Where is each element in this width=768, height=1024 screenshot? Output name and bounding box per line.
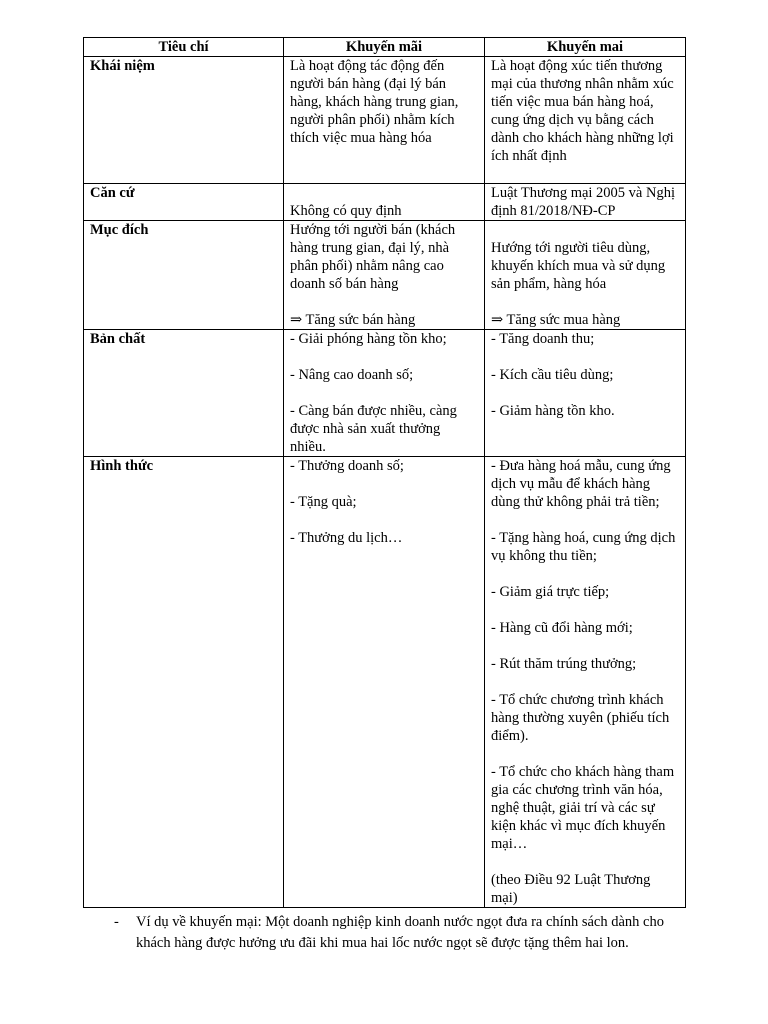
cell-text: Hướng tới người bán (khách hàng trung gian, đại lý, nhà phân phối) nhằm nâng cao doanh số bán hàng [290, 222, 456, 292]
header-khuyen-mai-trade-promotion: Khuyến mai [485, 38, 686, 57]
table-row [84, 184, 686, 221]
cell-text: - Thưởng du lịch… [290, 530, 403, 546]
khuyen-mai-cell [485, 57, 686, 184]
criterion-cell: Khái niệm [84, 57, 284, 184]
cell-text: ⇒ Tăng sức bán hàng [290, 312, 416, 328]
table-row [84, 330, 686, 457]
cell-text: - Giảm giá trực tiếp; [491, 584, 610, 600]
cell-text: Luật Thương mại 2005 và Nghị định 81/2018/NĐ-CP [491, 185, 675, 219]
cell-text: Là hoạt động xúc tiến thương mại của thương nhân nhằm xúc tiến việc mua bán hàng hoá, cung ứng dịch vụ bằng cách dành cho khách hàng những lợi ích nhất định [491, 58, 674, 164]
bullet-text: Ví dụ về khuyến mại: Một doanh nghiệp kinh doanh nước ngọt đưa ra chính sách dành cho khách hàng được hưởng ưu đãi khi mua hai lốc nước ngọt sẽ được tặng thêm hai lon. [136, 914, 664, 951]
comparison-table [83, 37, 686, 908]
cell-text: - Nâng cao doanh số; [290, 367, 414, 383]
table-row [84, 57, 686, 184]
bullet-dash: - [114, 914, 119, 930]
header-khuyen-mai-promotion: Khuyến mãi [284, 38, 485, 57]
cell-text: - Tặng quà; [290, 494, 357, 510]
khuyen-mai-cell [485, 457, 686, 908]
cell-text: - Tăng doanh thu; [491, 331, 595, 347]
table-row [84, 457, 686, 908]
khuyen-mai-cell [284, 184, 485, 221]
cell-text: Là hoạt động tác động đến người bán hàng (đại lý bán hàng, khách hàng trung gian, người phân phối) nhằm kích thích việc mua hàng hóa [290, 58, 459, 146]
cell-text: - Kích cầu tiêu dùng; [491, 367, 614, 383]
khuyen-mai-cell [284, 457, 485, 908]
criterion-cell: Mục đích [84, 221, 284, 330]
cell-text: - Thưởng doanh số; [290, 458, 404, 474]
cell-text: - Tổ chức cho khách hàng tham gia các chương trình văn hóa, nghệ thuật, giải trí và các sự kiện khác vì mục đích khuyến mại… [491, 764, 675, 852]
khuyen-mai-cell [485, 184, 686, 221]
criterion-cell: Bản chất [84, 330, 284, 457]
cell-text: - Đưa hàng hoá mẫu, cung ứng dịch vụ mẫu để khách hàng dùng thử không phải trả tiền; [491, 458, 671, 510]
cell-text: - Giảm hàng tồn kho. [491, 403, 615, 419]
header-criterion: Tiêu chí [84, 38, 284, 57]
cell-text: (theo Điều 92 Luật Thương mại) [491, 872, 651, 906]
cell-text: Không có quy định [290, 203, 402, 219]
khuyen-mai-cell [485, 330, 686, 457]
criterion-cell: Căn cứ [84, 184, 284, 221]
cell-text: - Giải phóng hàng tồn kho; [290, 331, 447, 347]
cell-text: ⇒ Tăng sức mua hàng [491, 312, 621, 328]
table-row [84, 221, 686, 330]
table-header-row [84, 38, 686, 57]
cell-text: - Rút thăm trúng thưởng; [491, 656, 637, 672]
cell-text: - Càng bán được nhiều, càng được nhà sản xuất thưởng nhiều. [290, 403, 457, 455]
example-bullet [114, 912, 684, 954]
cell-text: Hướng tới người tiêu dùng, khuyến khích mua và sử dụng sản phẩm, hàng hóa [491, 240, 666, 292]
cell-text: - Hàng cũ đổi hàng mới; [491, 620, 633, 636]
document-page [83, 37, 685, 908]
khuyen-mai-cell [284, 221, 485, 330]
cell-text: - Tổ chức chương trình khách hàng thường xuyên (phiếu tích điểm). [491, 692, 670, 744]
khuyen-mai-cell [284, 330, 485, 457]
khuyen-mai-cell [284, 57, 485, 184]
criterion-cell: Hình thức [84, 457, 284, 908]
cell-text: - Tặng hàng hoá, cung ứng dịch vụ không thu tiền; [491, 530, 676, 564]
khuyen-mai-cell [485, 221, 686, 330]
